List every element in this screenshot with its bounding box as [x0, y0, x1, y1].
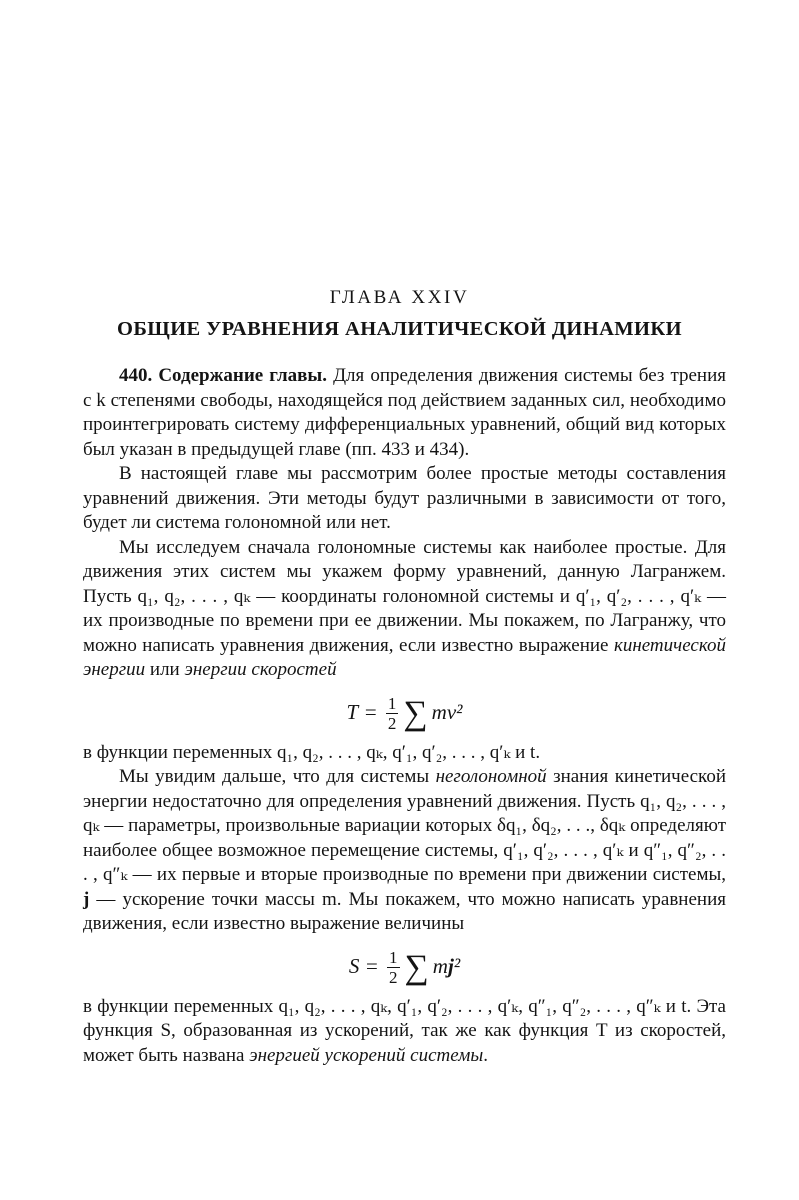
formula-rhs: mv² [431, 699, 463, 724]
emphasis-velocity-energy: энергии скоростей [184, 659, 337, 680]
sum-symbol: ∑ [404, 948, 429, 986]
chapter-label: ГЛАВА XXIV [329, 287, 470, 308]
paragraph-5-text-a: Мы увидим дальше, что для системы [119, 766, 436, 787]
paragraph-3 [83, 536, 726, 683]
fraction [387, 948, 400, 987]
formula-lhs: T [346, 699, 359, 724]
paragraph-1 [83, 364, 726, 462]
formula-rhs-exponent: ² [453, 953, 461, 978]
paragraph-3-or: или [145, 659, 185, 680]
fraction-denominator: 2 [389, 968, 398, 988]
fraction [386, 694, 399, 733]
fraction-denominator: 2 [387, 714, 397, 734]
paragraph-6 [83, 995, 726, 1069]
formula-acceleration-energy: S = $\frac{1}{2}$ ∑ mj² [348, 948, 461, 988]
paragraph-6-text-a: в функции переменных q₁, q₂, . . . , qₖ, q′₁, q′₂, . . . , q′ₖ, q″₁, q″₂, . . . , q″ₖ и t. Эта функция S, образованная из ускорений, так же как функция T из скоростей, может быть названа [83, 995, 726, 1066]
paragraph-5-text-b: знания кинетической энергии недостаточно для определения уравнений движения. Пусть q₁, q₂, . . . , qₖ — параметры, произвольные вариации которых δq₁, δq₂, . . ., δqₖ определяют наиболее общее возможное перемещение системы, q′₁, q′₂, . . . , q′ₖ и q″₁, q″₂, . . . , q″ₖ — их первые и вторые производные по времени при движении системы, [83, 766, 726, 885]
paragraph-3-text: Мы исследуем сначала голономные системы как наиболее простые. Для движения этих систем мы укажем форму уравнений, данную Лагранжем. Пусть q₁, q₂, . . . , qₖ — координаты голономной системы и q′₁, q′₂, . . . , q′ₖ — их производные по времени при ее движении. Мы покажем, по Лагранжу, что можно написать уравнения движения, если известно выражение [83, 536, 726, 656]
section-heading: 440. Содержание главы. [119, 365, 327, 386]
paragraph-5 [83, 765, 726, 937]
paragraph-4: в функции переменных q₁, q₂, . . . , qₖ, q′₁, q′₂, . . . , q′ₖ и t. [83, 741, 541, 763]
formula-lhs: S [348, 953, 360, 978]
paragraph-6-text-b: . [483, 1044, 488, 1066]
formula-rhs-mass: m [432, 953, 448, 978]
formula-kinetic-energy: T = $\frac{1}{2}$ ∑ mv² [346, 694, 463, 734]
paragraph-2: В настоящей главе мы рассмотрим более простые методы составления уравнений движения. Эти методы будут различными в зависимости от того, будет ли система голономной или нет. [83, 463, 726, 533]
chapter-title: ОБЩИЕ УРАВНЕНИЯ АНАЛИТИЧЕСКОЙ ДИНАМИКИ [116, 318, 682, 340]
paragraph-1-text: Для определения движения системы без трения с k степенями свободы, находящейся под действием заданных сил, необходимо проинтегрировать систему дифференциальных уравнений, общий вид которых был указан в предыдущей главе (пп. 433 и 434). [83, 365, 726, 460]
emphasis-nonholonomic: неголономной [435, 766, 547, 787]
fraction-numerator: 1 [389, 948, 398, 968]
acceleration-symbol: j [83, 888, 90, 910]
body-text [83, 364, 726, 1068]
sum-symbol: ∑ [403, 694, 428, 732]
paragraph-5-text-c: — ускорение точки массы m. Мы покажем, что можно написать уравнения движения, если известно выражение величины [83, 888, 726, 934]
fraction-numerator: 1 [387, 694, 397, 714]
emphasis-acceleration-energy: энергией ускорений системы [249, 1044, 484, 1066]
formula-rhs-acceleration: j [447, 953, 454, 978]
emphasis-kinetic-energy: кинетической энергии [83, 634, 726, 680]
